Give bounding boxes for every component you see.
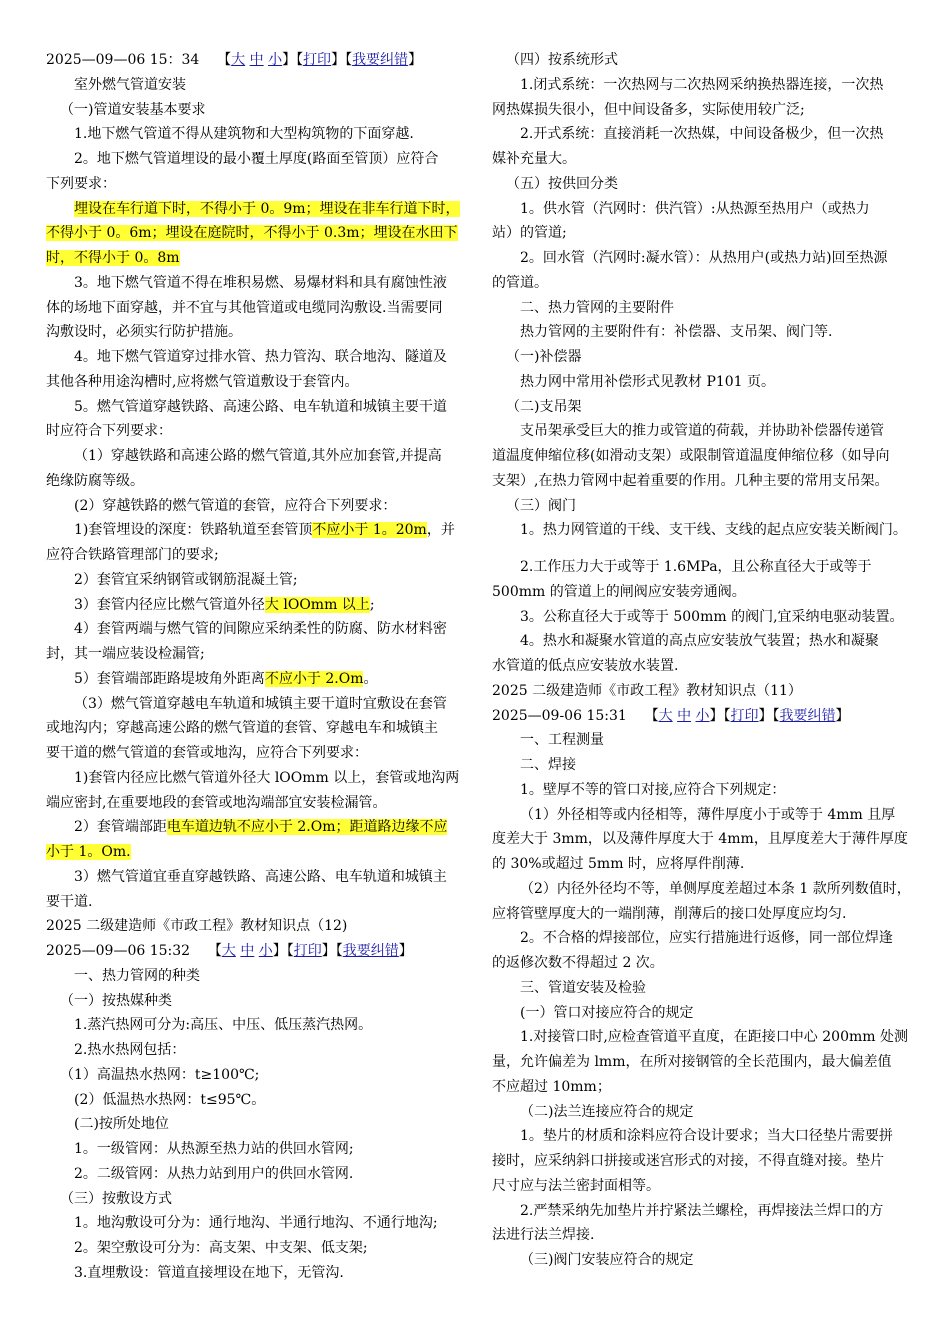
paragraph-line: 法进行法兰焊接. bbox=[492, 1227, 595, 1244]
paragraph-line: （3）燃气管道穿越电车轨道和城镇主要干道时宜敷设在套管 bbox=[74, 695, 447, 712]
paragraph-line: 2.工作压力大于或等于 1.6MPa，且公称直径大于或等于 bbox=[520, 559, 872, 575]
paragraph-line: 媒补充量大。 bbox=[492, 151, 576, 167]
highlight-text: 电车道边轨不应小于 2.Om；距道路边缘不应 bbox=[166, 819, 448, 836]
paragraph-line: 时应符合下列要求： bbox=[46, 423, 172, 440]
section-heading: 三、管道安装及检验 bbox=[520, 979, 646, 996]
publish-date: 2025—09-06 15:31 bbox=[492, 707, 627, 724]
article-title: 2025 二级建造师《市政工程》教材知识点（12) bbox=[46, 918, 348, 935]
paragraph-line: 的 30%或超过 5mm 时，应将厚件削薄. bbox=[492, 856, 745, 872]
spacer bbox=[492, 543, 917, 555]
paragraph-line: 体的场地下面穿越，并不宜与其他管道或电缆同沟敷设.当需要同 bbox=[46, 299, 443, 316]
paragraph-line: 1。地沟敷设可分为：通行地沟、半通行地沟、不通行地沟; bbox=[74, 1215, 438, 1232]
paragraph-line: 要干道的燃气管道的套管或地沟，应符合下列要求： bbox=[46, 745, 368, 761]
subsection-heading: （四）按系统形式 bbox=[506, 52, 618, 68]
paragraph-line: 1。供水管（汽网时：供汽管）:从热源至热用户（或热力 bbox=[520, 200, 870, 217]
subsection-heading: （三）阀门 bbox=[506, 497, 576, 514]
paragraph-line: 3。公称直径大于或等于 500mm 的阀门,宜采纳电驱动装置。 bbox=[520, 608, 904, 625]
paragraph-line: 水管道的低点应安装放水装置. bbox=[492, 658, 679, 674]
paragraph-line: 2。不合格的焊接部位，应实行措施进行返修，同一部位焊逢 bbox=[520, 930, 893, 947]
highlight-text: 大 lOOmm 以上 bbox=[264, 596, 370, 613]
font-size-large-link[interactable]: 大 bbox=[231, 52, 246, 68]
paragraph-line: 热力管网的主要附件有：补偿器、支吊架、阀门等. bbox=[520, 324, 833, 341]
highlighted-line bbox=[46, 246, 476, 271]
paragraph-line: 沟敷设时，必须实行防护措施。 bbox=[46, 324, 242, 341]
paragraph-line: 2。二级管网：从热力站到用户的供回水管网. bbox=[74, 1165, 354, 1182]
subsection-heading: （三)阀门安装应符合的规定 bbox=[520, 1252, 694, 1268]
paragraph-line: 2.开式系统：直接消耗一次热媒，中间设备极少，但一次热 bbox=[520, 126, 884, 143]
paragraph-line: 2.严禁采纳先加垫片并拧紧法兰螺栓，再焊接法兰焊口的方 bbox=[520, 1202, 884, 1219]
subsection-heading: （二)法兰连接应符合的规定 bbox=[520, 1103, 694, 1120]
paragraph-line: 1。热力网管道的干线、支干线、支线的起点应安装关断阀门。 bbox=[520, 522, 907, 539]
font-size-medium-link[interactable]: 中 bbox=[677, 707, 692, 724]
paragraph-line: 3.直埋敷设：管道直接埋设在地下，无管沟. bbox=[74, 1264, 344, 1281]
paragraph-line: 道温度伸缩位移(如滑动支架）或限制管道温度伸缩位移（如导向 bbox=[492, 448, 890, 464]
subsection-heading: （一)补偿器 bbox=[506, 349, 582, 365]
paragraph-line: 的返修次数不得超过 2 次。 bbox=[492, 955, 664, 971]
section-heading: 二、热力管网的主要附件 bbox=[520, 299, 674, 316]
paragraph-line: 1。垫片的材质和涂料应符合设计要求；当大口径垫片需要拼 bbox=[520, 1128, 893, 1145]
print-link[interactable]: 打印 bbox=[293, 943, 322, 959]
highlight-text: 不得小于 0。6m；埋设在庭院时，不得小于 0.3m；埋设在水田下 bbox=[46, 225, 458, 242]
paragraph-line: 1)套管内径应比燃气管道外径大 lOOmm 以上，套管或地沟两 bbox=[74, 769, 460, 786]
paragraph-line: 3。地下燃气管道不得在堆积易燃、易爆材料和具有腐蚀性液 bbox=[74, 274, 447, 291]
paragraph-line: 支吊架承受巨大的推力或管道的荷载，并协助补偿器传递管 bbox=[520, 423, 884, 440]
paragraph-line: 2）套管端部距电车道边轨不应小于 2.Om；距道路边缘不应 bbox=[74, 819, 448, 836]
section-heading: 二、焊接 bbox=[520, 757, 576, 773]
paragraph-line: 1.闭式系统：一次热网与二次热网采纳换热器连接，一次热 bbox=[520, 76, 884, 93]
paragraph-line: 下列要求： bbox=[46, 175, 116, 192]
paragraph-line: （2）内径外径均不等，单侧厚度差超过本条 1 款所列数值时， bbox=[520, 880, 911, 897]
font-size-large-link[interactable]: 大 bbox=[658, 707, 673, 724]
paragraph-line: 4。地下燃气管道穿过排水管、热力管沟、联合地沟、隧道及 bbox=[74, 349, 447, 365]
paragraph-line: 1.地下燃气管道不得从建筑物和大型构筑物的下面穿越. bbox=[74, 126, 414, 143]
subsection-heading: (二)按所处地位 bbox=[74, 1116, 169, 1133]
section-heading: 一、工程测量 bbox=[520, 732, 604, 749]
font-size-small-link[interactable]: 小 bbox=[268, 52, 283, 68]
publish-date: 2025—09—06 15:32 bbox=[46, 943, 191, 959]
paragraph-line: 应符合铁路管理部门的要求; bbox=[46, 547, 219, 563]
right-column bbox=[492, 48, 917, 1273]
section-title: 室外燃气管道安装 bbox=[74, 76, 186, 93]
left-column bbox=[46, 48, 476, 1286]
report-error-link[interactable]: 我要纠错 bbox=[779, 707, 836, 724]
paragraph-line: 或地沟内；穿越高速公路的燃气管道的套管、穿越电车和城镇主 bbox=[46, 720, 438, 737]
paragraph-line: 其他各种用途沟槽时,应将燃气管道敷设于套管内。 bbox=[46, 373, 359, 390]
subsection-heading: （五）按供回分类 bbox=[506, 175, 618, 192]
paragraph-line: (2）穿越铁路的燃气管道的套管，应符合下列要求： bbox=[74, 497, 397, 514]
paragraph-line: 不应超过 10mm； bbox=[492, 1078, 611, 1095]
subsection-heading: （二)支吊架 bbox=[506, 398, 582, 415]
paragraph-line: 1)套管埋设的深度：铁路轨道至套管顶不应小于 1。20m，并 bbox=[74, 522, 455, 539]
paragraph-line: （1）穿越铁路和高速公路的燃气管道,其外应加套管,并提高 bbox=[74, 448, 442, 464]
font-size-large-link[interactable]: 大 bbox=[221, 943, 236, 959]
highlight-text: 埋设在车行道下时，不得小于 0。9m；埋设在非车行道下时， bbox=[74, 200, 460, 217]
publish-date: 2025—09—06 15：34 bbox=[46, 52, 200, 68]
highlight-text: 小于 1。Om. bbox=[46, 844, 131, 860]
paragraph-line: （1）外径相等或内径相等，薄件厚度小于或等于 4mm 且厚 bbox=[520, 806, 896, 823]
subsection-heading: （一）按热媒种类 bbox=[60, 992, 172, 1009]
paragraph-line: 500mm 的管道上的闸阀应安装旁通阀。 bbox=[492, 583, 746, 600]
paragraph-line: 度差大于 3mm，以及薄件厚度大于 4mm，且厚度差大于薄件厚度 bbox=[492, 831, 908, 848]
paragraph-line: 2。地下燃气管道埋设的最小覆土厚度(路面至管顶）应符合 bbox=[74, 151, 439, 167]
paragraph-line: 5。燃气管道穿越铁路、高速公路、电车轨道和城镇主要干道 bbox=[74, 398, 447, 415]
font-size-medium-link[interactable]: 中 bbox=[240, 943, 255, 959]
paragraph-line: 热力网中常用补偿形式见教材 P101 页。 bbox=[520, 373, 776, 390]
paragraph-line: 5）套管端部距路堤坡角外距离不应小于 2.Om。 bbox=[74, 670, 378, 687]
paragraph-line: (2）低温热水热网：t≤95℃。 bbox=[74, 1091, 266, 1108]
article-title: 2025 二级建造师《市政工程》教材知识点（11） bbox=[492, 682, 802, 699]
paragraph-line: 3）套管内径应比燃气管道外径大 lOOmm 以上; bbox=[74, 596, 375, 613]
subsection-heading: （三）按敷设方式 bbox=[60, 1190, 172, 1207]
paragraph-line: 2）套管宜采纳钢管或钢筋混凝土管; bbox=[74, 571, 298, 588]
article-header: 2025—09—06 15：34 【大 中 小】【打印】【我要纠错】 bbox=[46, 52, 423, 68]
font-size-small-link[interactable]: 小 bbox=[695, 707, 710, 724]
print-link[interactable]: 打印 bbox=[730, 707, 759, 724]
report-error-link[interactable]: 我要纠错 bbox=[342, 943, 399, 959]
font-size-medium-link[interactable]: 中 bbox=[249, 52, 264, 68]
font-size-small-link[interactable]: 小 bbox=[258, 943, 273, 959]
paragraph-line: 支架）,在热力管网中起着重要的作用。几种主要的常用支吊架。 bbox=[492, 472, 889, 489]
paragraph-line: 2。回水管（汽网时:凝水管）：从热用户(或热力站)回至热源 bbox=[520, 250, 888, 266]
highlighted-line bbox=[46, 221, 476, 246]
paragraph-line: 接时，应采纳斜口拼接或迷宫形式的对接，不得直缝对接。垫片 bbox=[492, 1153, 884, 1169]
paragraph-line: 绝缘防腐等级。 bbox=[46, 472, 144, 489]
paragraph-line: 2。架空敷设可分为：高支架、中支架、低支架; bbox=[74, 1240, 368, 1256]
paragraph-line: 1.蒸汽热网可分为:高压、中压、低压蒸汽热网。 bbox=[74, 1017, 373, 1034]
paragraph-line: （1）高温热水热网：t≥100℃; bbox=[60, 1066, 260, 1083]
section-heading: 一、热力管网的种类 bbox=[74, 967, 200, 984]
paragraph-line: 2.热水热网包括： bbox=[74, 1042, 186, 1058]
paragraph-line: 4。热水和凝聚水管道的高点应安装放气装置；热水和凝聚 bbox=[520, 633, 879, 650]
highlighted-line bbox=[46, 840, 476, 865]
paragraph-line: 1.对接管口时,应检查管道平直度，在距接口中心 200mm 处测 bbox=[520, 1029, 908, 1046]
paragraph-line: 要干道. bbox=[46, 893, 93, 910]
report-error-link[interactable]: 我要纠错 bbox=[352, 52, 409, 68]
article-header: 2025—09-06 15:31 【大 中 小】【打印】【我要纠错】 bbox=[492, 707, 850, 724]
highlight-text: 时，不得小于 0。8m bbox=[46, 250, 180, 266]
paragraph-line: 1。壁厚不等的管口对接,应符合下列规定： bbox=[520, 781, 786, 798]
paragraph-line: 封，其一端应装设检漏管; bbox=[46, 646, 205, 662]
paragraph-line: 站）的管道; bbox=[492, 225, 567, 242]
highlight-text: 不应小于 2.Om bbox=[264, 670, 364, 687]
paragraph-line: 端应密封,在重要地段的套管或地沟端部宜安装检漏管。 bbox=[46, 794, 387, 811]
highlight-text: 不应小于 1。20m bbox=[312, 522, 427, 539]
paragraph-line: 4）套管两端与燃气管的间隙应采纳柔性的防腐、防水材料密 bbox=[74, 621, 447, 638]
subsection-heading: (一）管口对接应符合的规定 bbox=[520, 1004, 694, 1021]
subsection-heading: （一)管道安装基本要求 bbox=[60, 101, 206, 118]
highlighted-line bbox=[46, 197, 476, 222]
paragraph-line: 的管道。 bbox=[492, 274, 548, 291]
print-link[interactable]: 打印 bbox=[303, 52, 332, 68]
paragraph-line: 1。一级管网：从热源至热力站的供回水管网; bbox=[74, 1141, 354, 1157]
paragraph-line: 网热媒损失很小，但中间设备多，实际使用较广泛; bbox=[492, 101, 805, 118]
paragraph-line: 应将管壁厚度大的一端削薄，削薄后的接口处厚度应均匀. bbox=[492, 905, 847, 922]
paragraph-line: 尺寸应与法兰密封面相等。 bbox=[492, 1177, 660, 1194]
paragraph-line: 3）燃气管道宜垂直穿越铁路、高速公路、电车轨道和城镇主 bbox=[74, 868, 447, 885]
article-header: 2025—09—06 15:32 【大 中 小】【打印】【我要纠错】 bbox=[46, 943, 413, 959]
paragraph-line: 量，允许偏差为 lmm，在所对接钢管的全长范围内，最大偏差值 bbox=[492, 1054, 892, 1070]
